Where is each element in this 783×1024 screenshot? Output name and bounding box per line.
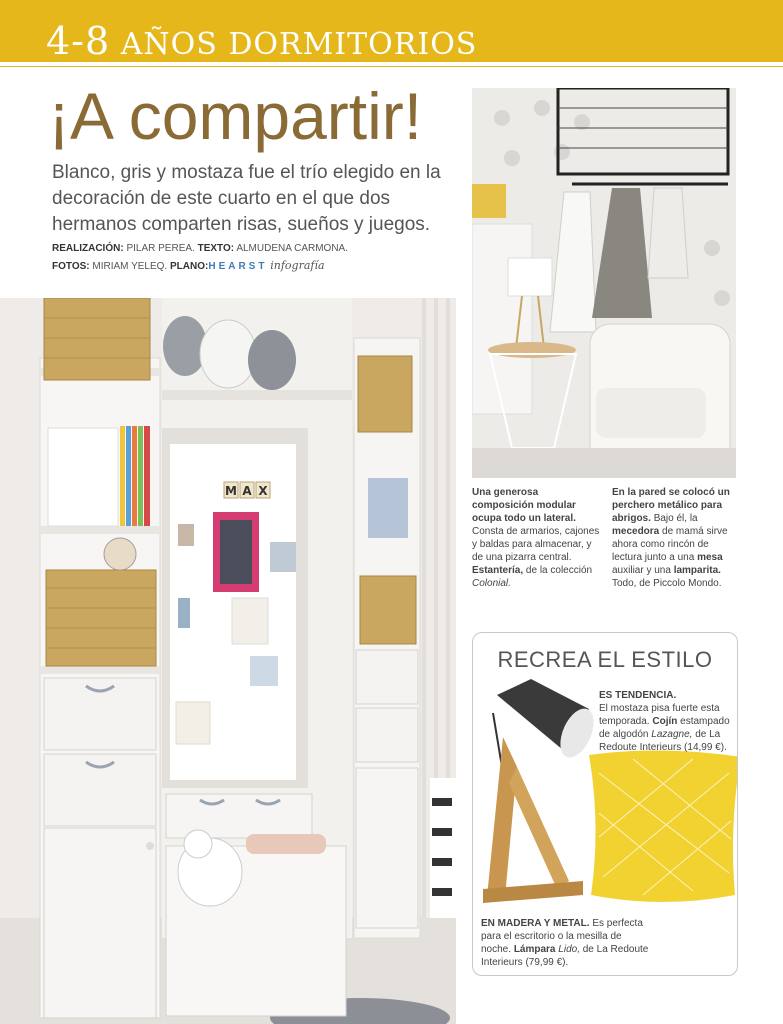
caption-rack-lead: En la pared se colocó un perchero metálico para abrigos. [612,487,730,524]
caption-rack-p4: Todo, de Piccolo Mondo. [612,578,722,589]
max-tile-a: A [242,484,252,498]
madera-text2: de La Redoute Interieurs (79,99 €). [481,944,649,968]
lamp-product-image [483,679,600,903]
caption-shelving-product-rest: de la colección [525,565,593,576]
coat-rack-illustration [472,88,736,478]
hearst-logo: HEARST [208,261,268,272]
caption-shelving-body: Consta de armarios, cajones y baldas para almacenar, y de una pizarra central. [472,526,600,563]
caption-rack-mecedora: mecedora [612,526,660,537]
caption-rack-p3: auxiliar y una [612,565,671,576]
caption-shelving-product: Estantería, [472,565,524,576]
photo-coat-rack [472,88,736,478]
credit-plano-label: PLANO: [170,261,209,272]
tendencia-cojin-name: Lazagne, [651,729,693,740]
caption-coat-rack [612,486,736,590]
credit-texto: ALMUDENA CARMONA. [236,243,348,254]
tendencia-text1: El mostaza pisa fuerte esta temporada. [599,703,720,727]
caption-shelving-collection: Colonial. [472,578,511,589]
section-label: AÑOS DORMITORIOS [120,27,478,62]
recrea-el-estilo-box [472,632,738,976]
shelving-illustration [0,298,456,1024]
section-title [46,19,478,64]
section-header-band [0,0,783,62]
max-tile-m: M [225,484,237,498]
credit-fotos-label: FOTOS: [52,261,90,272]
tendencia-cojin: Cojín [652,716,678,727]
caption-rack-p1: Bajo él, la [653,513,698,524]
credit-infografia: infografía [270,259,325,272]
header-rule [0,66,783,67]
section-number: 4-8 [46,19,111,63]
madera-lampara-name: Lido, [558,944,580,955]
caption-rack-p2: de mamá sirve ahora como rincón de lectura junto a una [612,526,728,563]
credit-realizacion-label: REALIZACIÓN: [52,243,124,254]
tendencia-text3: de La Redoute Interieurs (14,99 €). [599,729,727,753]
madera-lampara: Lámpara [513,944,556,955]
caption-rack-mesa: mesa [697,552,723,563]
max-letter-tiles [224,482,270,498]
tendencia-text2: estampado de algodón [599,716,730,740]
credit-fotos: MIRIAM YELEQ. [92,261,168,272]
caption-shelving [472,486,600,590]
photo-shelving-unit [0,298,456,1024]
credits [52,240,462,275]
caption-rack-lamparita: lamparita. [673,565,721,576]
madera-text [481,917,651,969]
credit-texto-label: TEXTO: [197,243,235,254]
tendencia-title: ES TENDENCIA. [599,690,677,701]
madera-text1: Es perfecta para el escritorio o la mesilla de noche. [481,918,643,955]
credit-realizacion: PILAR PEREA. [126,243,195,254]
cushion-product-image [589,750,737,902]
headline: ¡A compartir! [48,79,423,153]
madera-title: EN MADERA Y METAL. [481,918,590,929]
tendencia-text [599,689,731,754]
caption-shelving-lead: Una generosa composición modular ocupa todo un lateral. [472,487,576,524]
max-tile-x: X [258,484,268,498]
recrea-title: RECREA EL ESTILO [497,647,713,672]
intro-paragraph: Blanco, gris y mostaza fue el trío elegido en la decoración de este cuarto en el que dos hermanos comparten risas, sueños y juegos. [52,162,441,235]
